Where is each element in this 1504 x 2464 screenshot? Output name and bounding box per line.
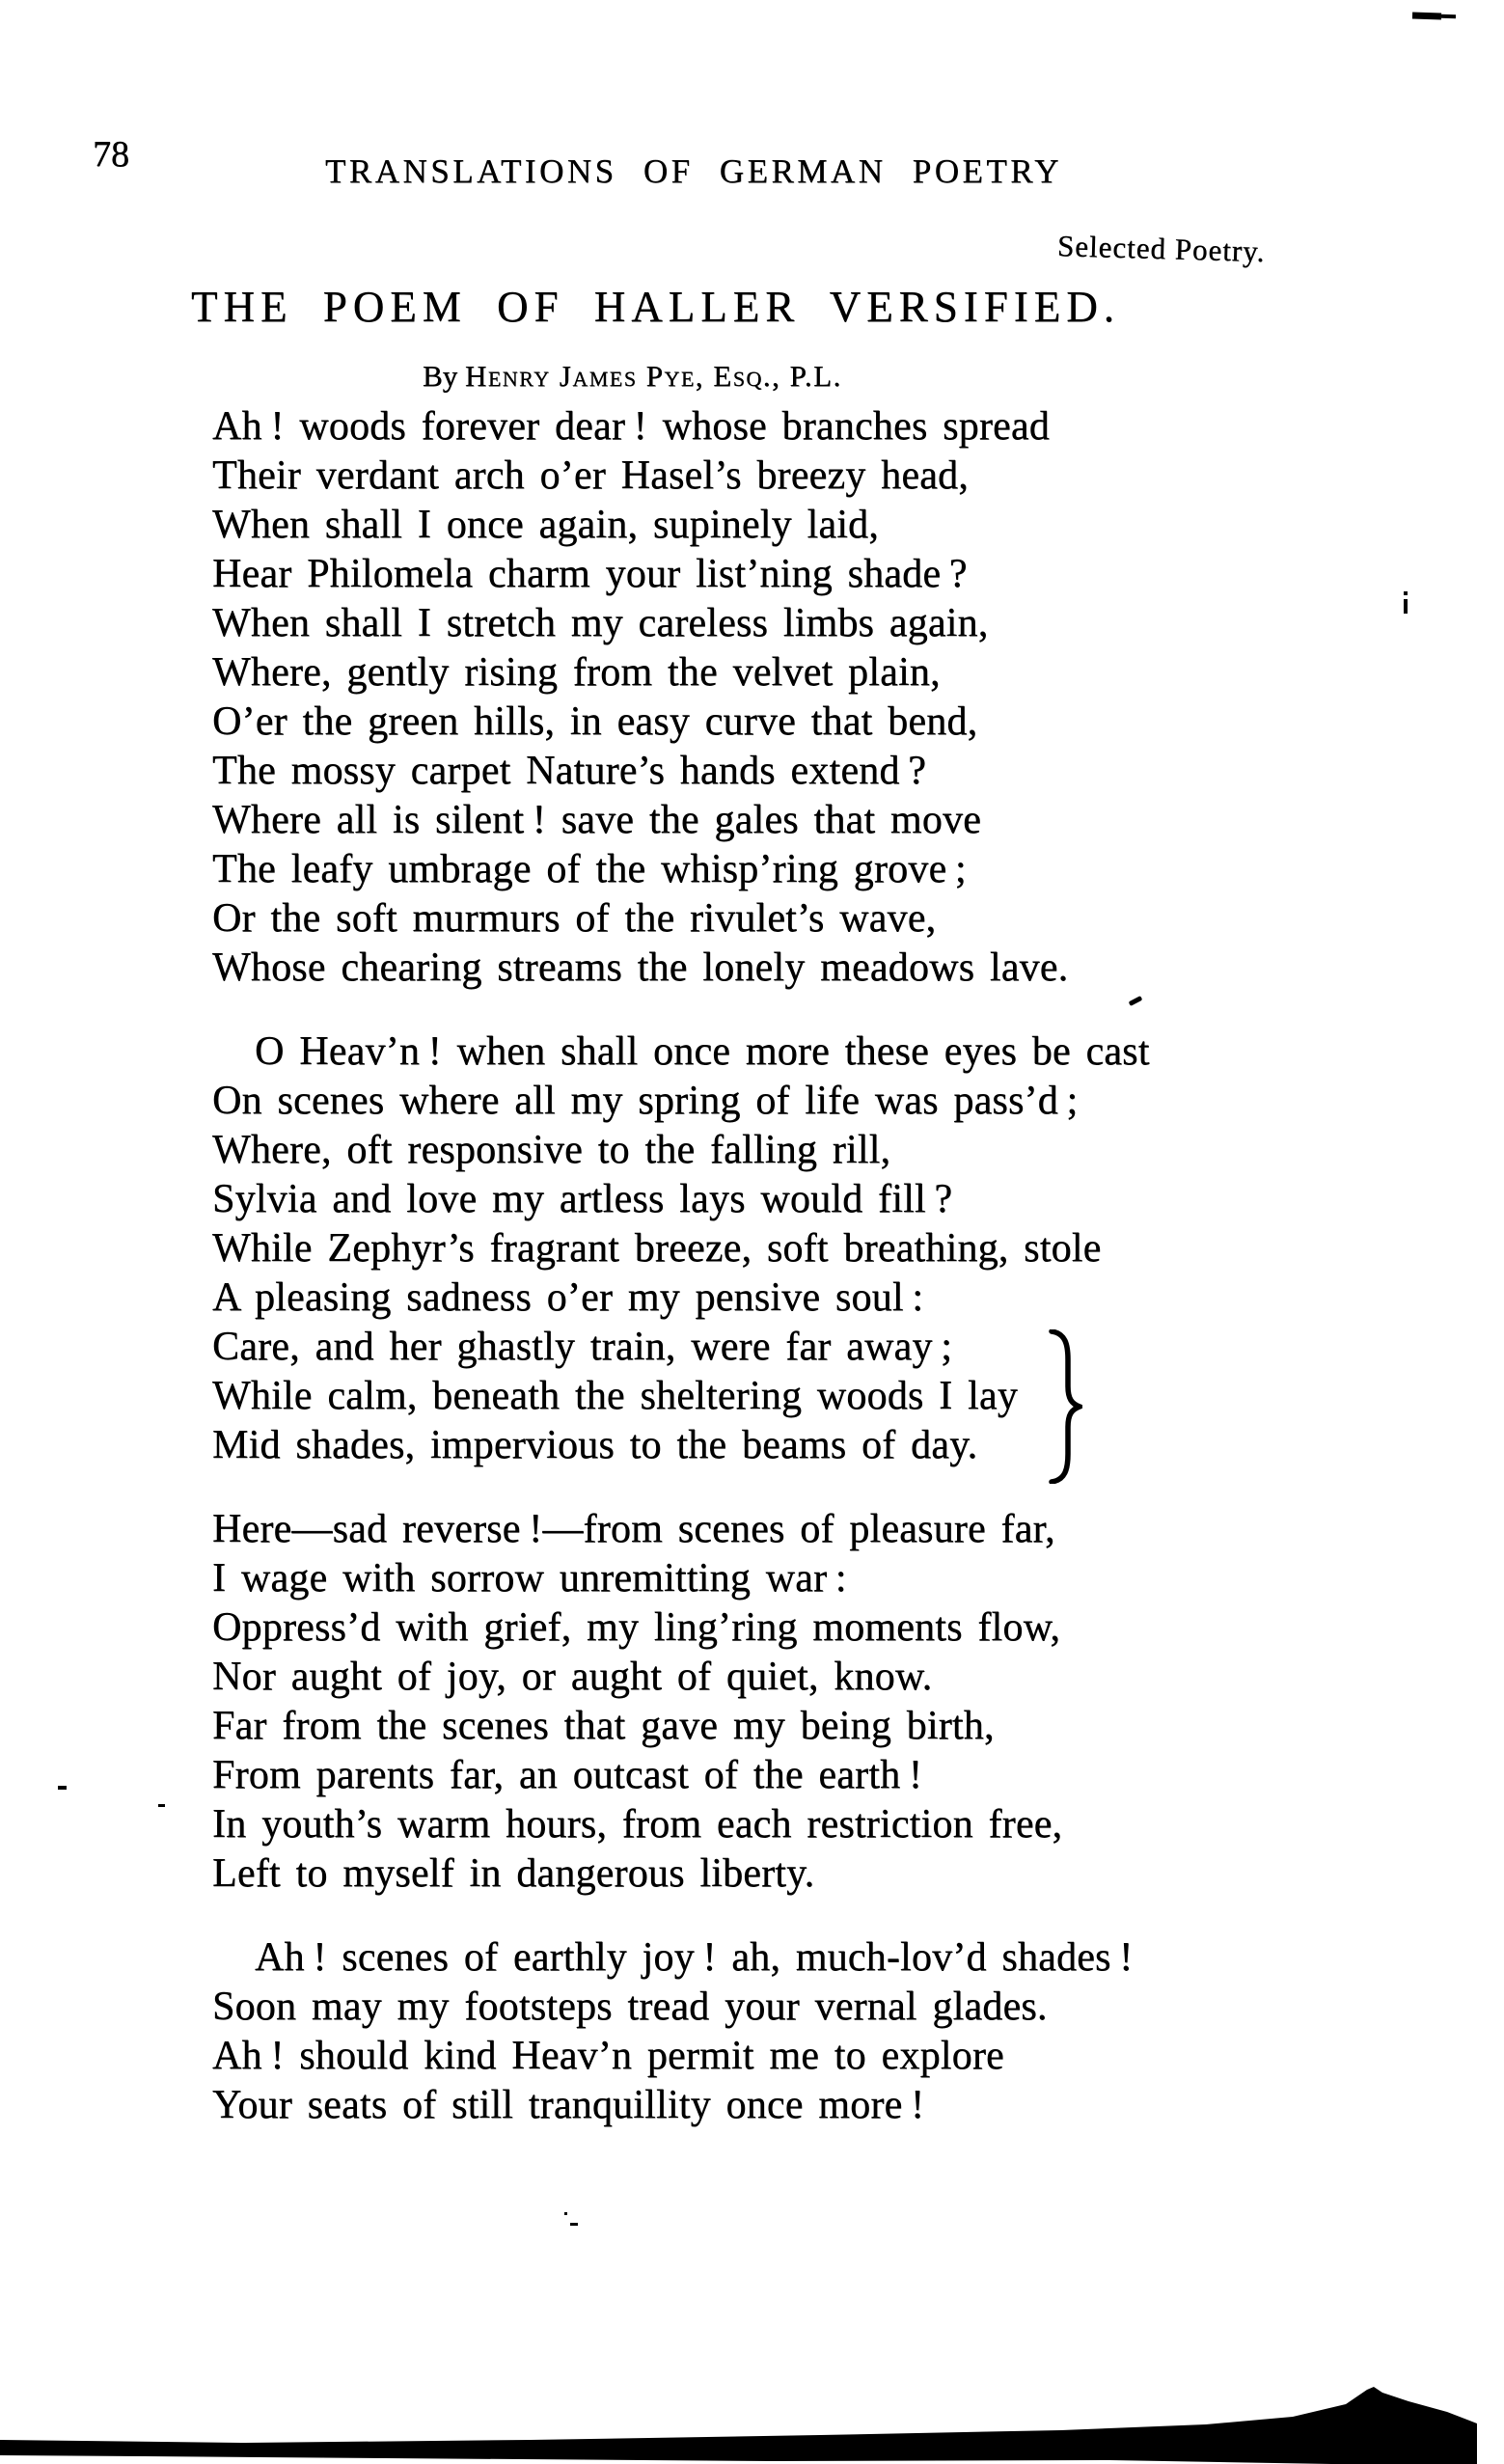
poem-line: O’er the green hills, in easy curve that bend, <box>212 699 978 744</box>
poem-line: Left to myself in dangerous liberty. <box>212 1851 815 1896</box>
poem-line: Here—sad reverse !—from scenes of pleasure far, <box>212 1507 1055 1551</box>
poem-line: The mossy carpet Nature’s hands extend ? <box>212 749 927 793</box>
stanza-2 <box>212 1027 1150 1470</box>
poem-line: From parents far, an outcast of the earth ! <box>212 1753 923 1797</box>
poem-line: Whose chearing streams the lonely meadows lave. <box>212 945 1069 990</box>
scan-edge-shadow <box>0 2373 1504 2464</box>
poem-line: Their verdant arch o’er Hasel’s breezy head, <box>212 453 969 498</box>
scan-artifact-top-dash-tail <box>1441 14 1456 19</box>
scan-artifact-top-dash <box>1412 12 1441 19</box>
stanza-3 <box>212 1505 1150 1899</box>
poem-line: A pleasing sadness o’er my pensive soul : <box>212 1275 924 1320</box>
scan-artifact-left-speck-2 <box>158 1804 165 1807</box>
poem-line: Where all is silent ! save the gales that move <box>212 798 982 842</box>
scan-artifact-bottom-speck <box>564 2212 567 2215</box>
poem-line: On scenes where all my spring of life was pass’d ; <box>212 1079 1079 1123</box>
running-title: TRANSLATIONS OF GERMAN POETRY <box>325 152 1062 190</box>
poem-byline <box>423 359 842 394</box>
poem-line: Or the soft murmurs of the rivulet’s wave, <box>212 896 937 941</box>
poem-line: While Zephyr’s fragrant breeze, soft breathing, stole <box>212 1226 1102 1271</box>
poem-line: Where, gently rising from the velvet plain, <box>212 650 941 695</box>
poem-line: In youth’s warm hours, from each restriction free, <box>212 1802 1063 1847</box>
stanza-4 <box>212 1933 1150 2130</box>
scan-artifact-left-speck <box>58 1786 67 1790</box>
poem-line: When shall I stretch my careless limbs again, <box>212 601 989 645</box>
poem-line: The leafy umbrage of the whisp’ring grove ; <box>212 847 967 891</box>
poem-line: Ah ! scenes of earthly joy ! ah, much-lov’d shades ! <box>255 1935 1134 1980</box>
scan-artifact-margin-bar <box>1404 599 1408 614</box>
poem-title: THE POEM OF HALLER VERSIFIED. <box>191 283 1120 331</box>
scan-artifact-bottom-dash <box>570 2223 578 2226</box>
poem-line: O Heav’n ! when shall once more these eyes be cast <box>255 1029 1150 1074</box>
poem-line: Nor aught of joy, or aught of quiet, know. <box>212 1655 933 1699</box>
poem-line: Ah ! should kind Heav’n permit me to explore <box>212 2034 1004 2078</box>
poem-line: Care, and her ghastly train, were far away ; <box>212 1325 953 1369</box>
poem-line: Hear Philomela charm your list’ning shade ? <box>212 552 968 596</box>
poem-line: Where, oft responsive to the falling rill, <box>212 1128 891 1172</box>
page-number: 78 <box>93 134 129 175</box>
poem-line: When shall I once again, supinely laid, <box>212 503 879 547</box>
poem-line: Far from the scenes that gave my being birth, <box>212 1704 995 1748</box>
poem-line: Soon may my footsteps tread your vernal glades. <box>212 1985 1048 2029</box>
stanza-1 <box>212 402 1150 993</box>
poem-line: Oppress’d with grief, my ling’ring moments flow, <box>212 1605 1061 1650</box>
poem-line: Ah ! woods forever dear ! whose branches spread <box>212 404 1050 449</box>
stanza-grouping-brace <box>1048 1329 1082 1484</box>
byline-author: Henry James Pye, Esq., P.L. <box>464 359 842 393</box>
scan-artifact-margin-dot <box>1404 591 1408 595</box>
poem-line: I wage with sorrow unremitting war : <box>212 1556 847 1601</box>
poem-line: Mid shades, impervious to the beams of day. <box>212 1423 978 1467</box>
poem-line: While calm, beneath the sheltering woods I lay <box>212 1374 1018 1418</box>
poem-line: Your seats of still tranquillity once more ! <box>212 2083 925 2127</box>
poem-line: Sylvia and love my artless lays would fill ? <box>212 1177 953 1221</box>
section-label: Selected Poetry. <box>1056 228 1266 269</box>
poem-body <box>212 402 1150 2165</box>
byline-prefix: By <box>423 359 458 393</box>
